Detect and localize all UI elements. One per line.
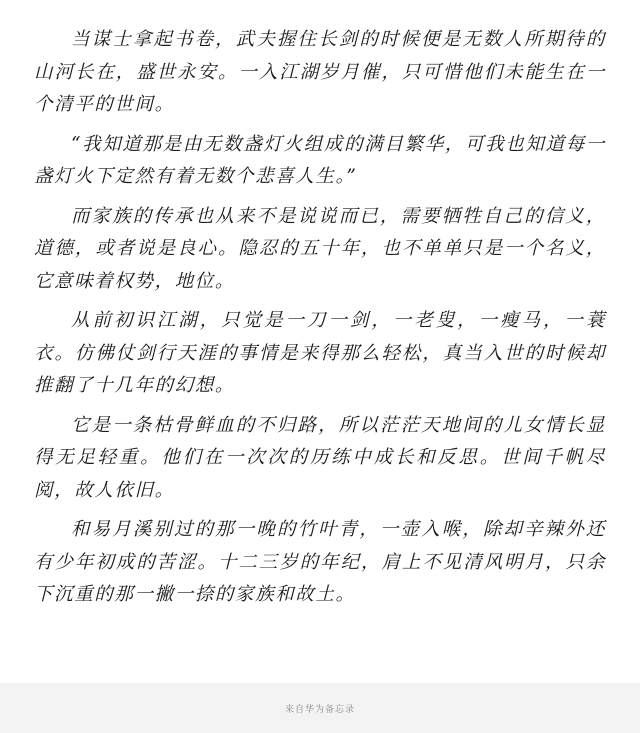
footer-source-label: 来自华为备忘录 xyxy=(284,704,355,715)
paragraph-1: 当谋士拿起书卷，武夫握住长剑的时候便是无数人所期待的山河长在，盛世永安。一入江湖岁月催，只可惜他们未能生在一个清平的世间。 xyxy=(34,29,606,115)
paragraph-3: 而家族的传承也从来不是说说而已，需要牺牲自己的信义，道德，或者说是良心。隐忍的五十年，也不单单只是一个名义，它意味着权势，地位。 xyxy=(34,205,606,292)
paragraph-6: 和易月溪别过的那一晚的竹叶青，一壶入喉，除却辛辣外还有少年初成的苦涩。十二三岁的年纪，肩上不见清风明月，只余下沉重的那一撇一捺的家族和故土。 xyxy=(34,519,606,605)
paragraph-4: 从前初识江湖，只觉是一刀一剑，一老叟，一瘦马，一蓑衣。仿佛仗剑行天涯的事情是来得那么轻松，真当入世的时候却推翻了十几年的幻想。 xyxy=(34,310,606,396)
paragraph-2: “我知道那是由无数盏灯火组成的满目繁华，可我也知道每一盏灯火下定然有着无数个悲喜人生。” xyxy=(34,133,606,187)
memo-footer xyxy=(0,683,640,733)
memo-body xyxy=(34,24,606,619)
paragraph-5: 它是一条枯骨鲜血的不归路，所以茫茫天地间的儿女情长显得无足轻重。他们在一次次的历练中成长和反思。世间千帆尽阅，故人依旧。 xyxy=(34,414,606,501)
